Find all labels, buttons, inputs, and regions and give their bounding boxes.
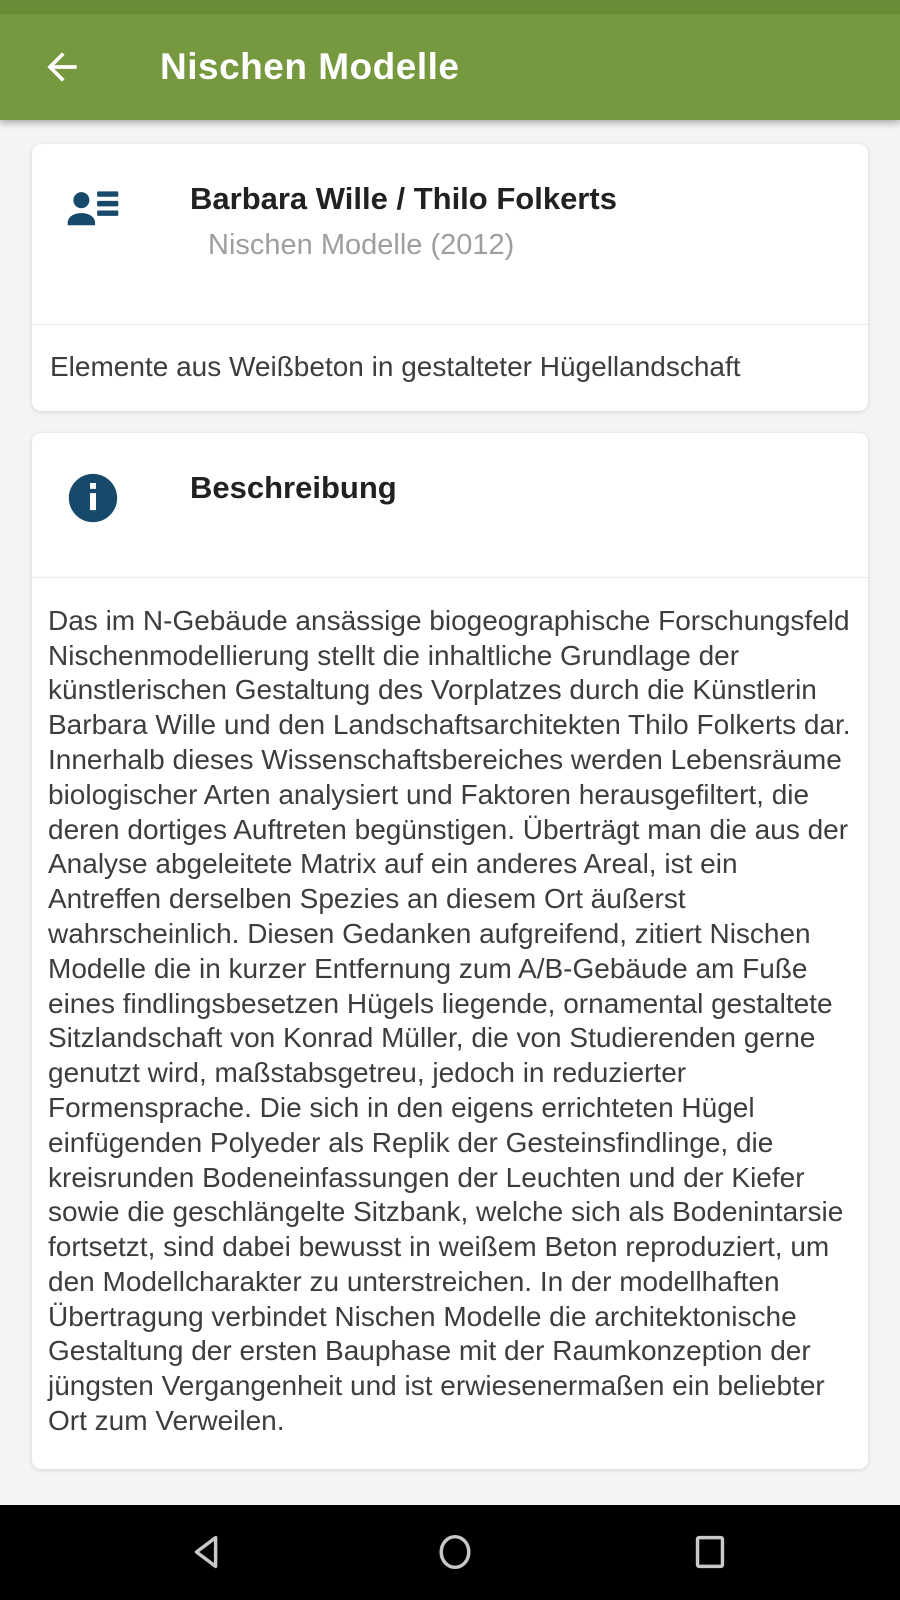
status-bar xyxy=(0,0,900,14)
artist-card xyxy=(32,144,868,411)
android-nav-bar xyxy=(0,1505,900,1600)
circle-home-icon xyxy=(432,1529,478,1575)
page-title: Nischen Modelle xyxy=(160,46,460,87)
triangle-back-icon xyxy=(184,1529,230,1575)
description-card-header xyxy=(32,433,868,577)
description-card xyxy=(32,433,868,1469)
artist-name: Barbara Wille / Thilo Folkerts xyxy=(190,181,617,216)
nav-back-button[interactable] xyxy=(162,1507,252,1597)
description-body: Das im N-Gebäude ansässige biogeographische Forschungsfeld Nischenmodellierung stellt die inhaltliche Grundlage der künstlerischen Gestaltung des Vorplatzes durch die Künstlerin Barbara Wille und den Landschaftsarchitekten Thilo Folkerts dar. Innerhalb dieses Wissenschaftsbereiches werden Lebensräume biologischer Arten analysiert und Faktoren herausgefiltert, die deren dortiges Auftreten begünstigen. Überträgt man die aus der Analyse abgeleitete Matrix auf ein anderes Areal, ist ein Antreffen derselben Spezies an diesem Ort äußerst wahrscheinlich. Diesen Gedanken aufgreifend, zitiert Nischen Modelle die in kurzer Entfernung zum A/B-Gebäude am Fuße eines findlingsbesetzen Hügels liegende, ornamental gestaltete Sitzlandschaft von Konrad Müller, die von Studierenden gerne genutzt wird, maßstabsgetreu, jedoch in reduzierter Formensprache. Die sich in den eigens errichteten Hügel einfügenden Polyeder als Replik der Gesteinsfindlinge, die kreisrunden Bodeneinfassungen der Leuchten und der Kiefer sowie die geschlängelte Sitzbank, welche sich als Bodenintarsie fortsetzt, sind dabei bewusst in weißem Beton reproduziert, um den Modellcharakter zu unterstreichen. In der modellhaften Übertragung verbindet Nischen Modelle die architektonische Gestaltung der ersten Bauphase mit der Raumkonzeption der jüngsten Vergangenheit und ist erwiesenermaßen ein beliebter Ort zum Verweilen. xyxy=(48,604,851,1437)
artwork-title-year: Nischen Modelle (2012) xyxy=(208,228,515,261)
nav-recents-button[interactable] xyxy=(665,1507,755,1597)
person-with-list-icon xyxy=(62,180,124,242)
arrow-left-icon xyxy=(40,45,84,89)
artwork-tagline: Elemente aus Weißbeton in gestalteter Hügellandschaft xyxy=(50,350,741,382)
info-icon xyxy=(62,469,124,527)
description-title: Beschreibung xyxy=(190,469,397,505)
artist-card-header xyxy=(32,144,868,324)
content-scroll-area[interactable] xyxy=(0,120,900,1505)
nav-home-button[interactable] xyxy=(410,1507,500,1597)
back-button[interactable] xyxy=(30,35,94,99)
square-recents-icon xyxy=(687,1529,733,1575)
artist-card-text xyxy=(190,180,617,262)
app-bar xyxy=(0,14,900,120)
